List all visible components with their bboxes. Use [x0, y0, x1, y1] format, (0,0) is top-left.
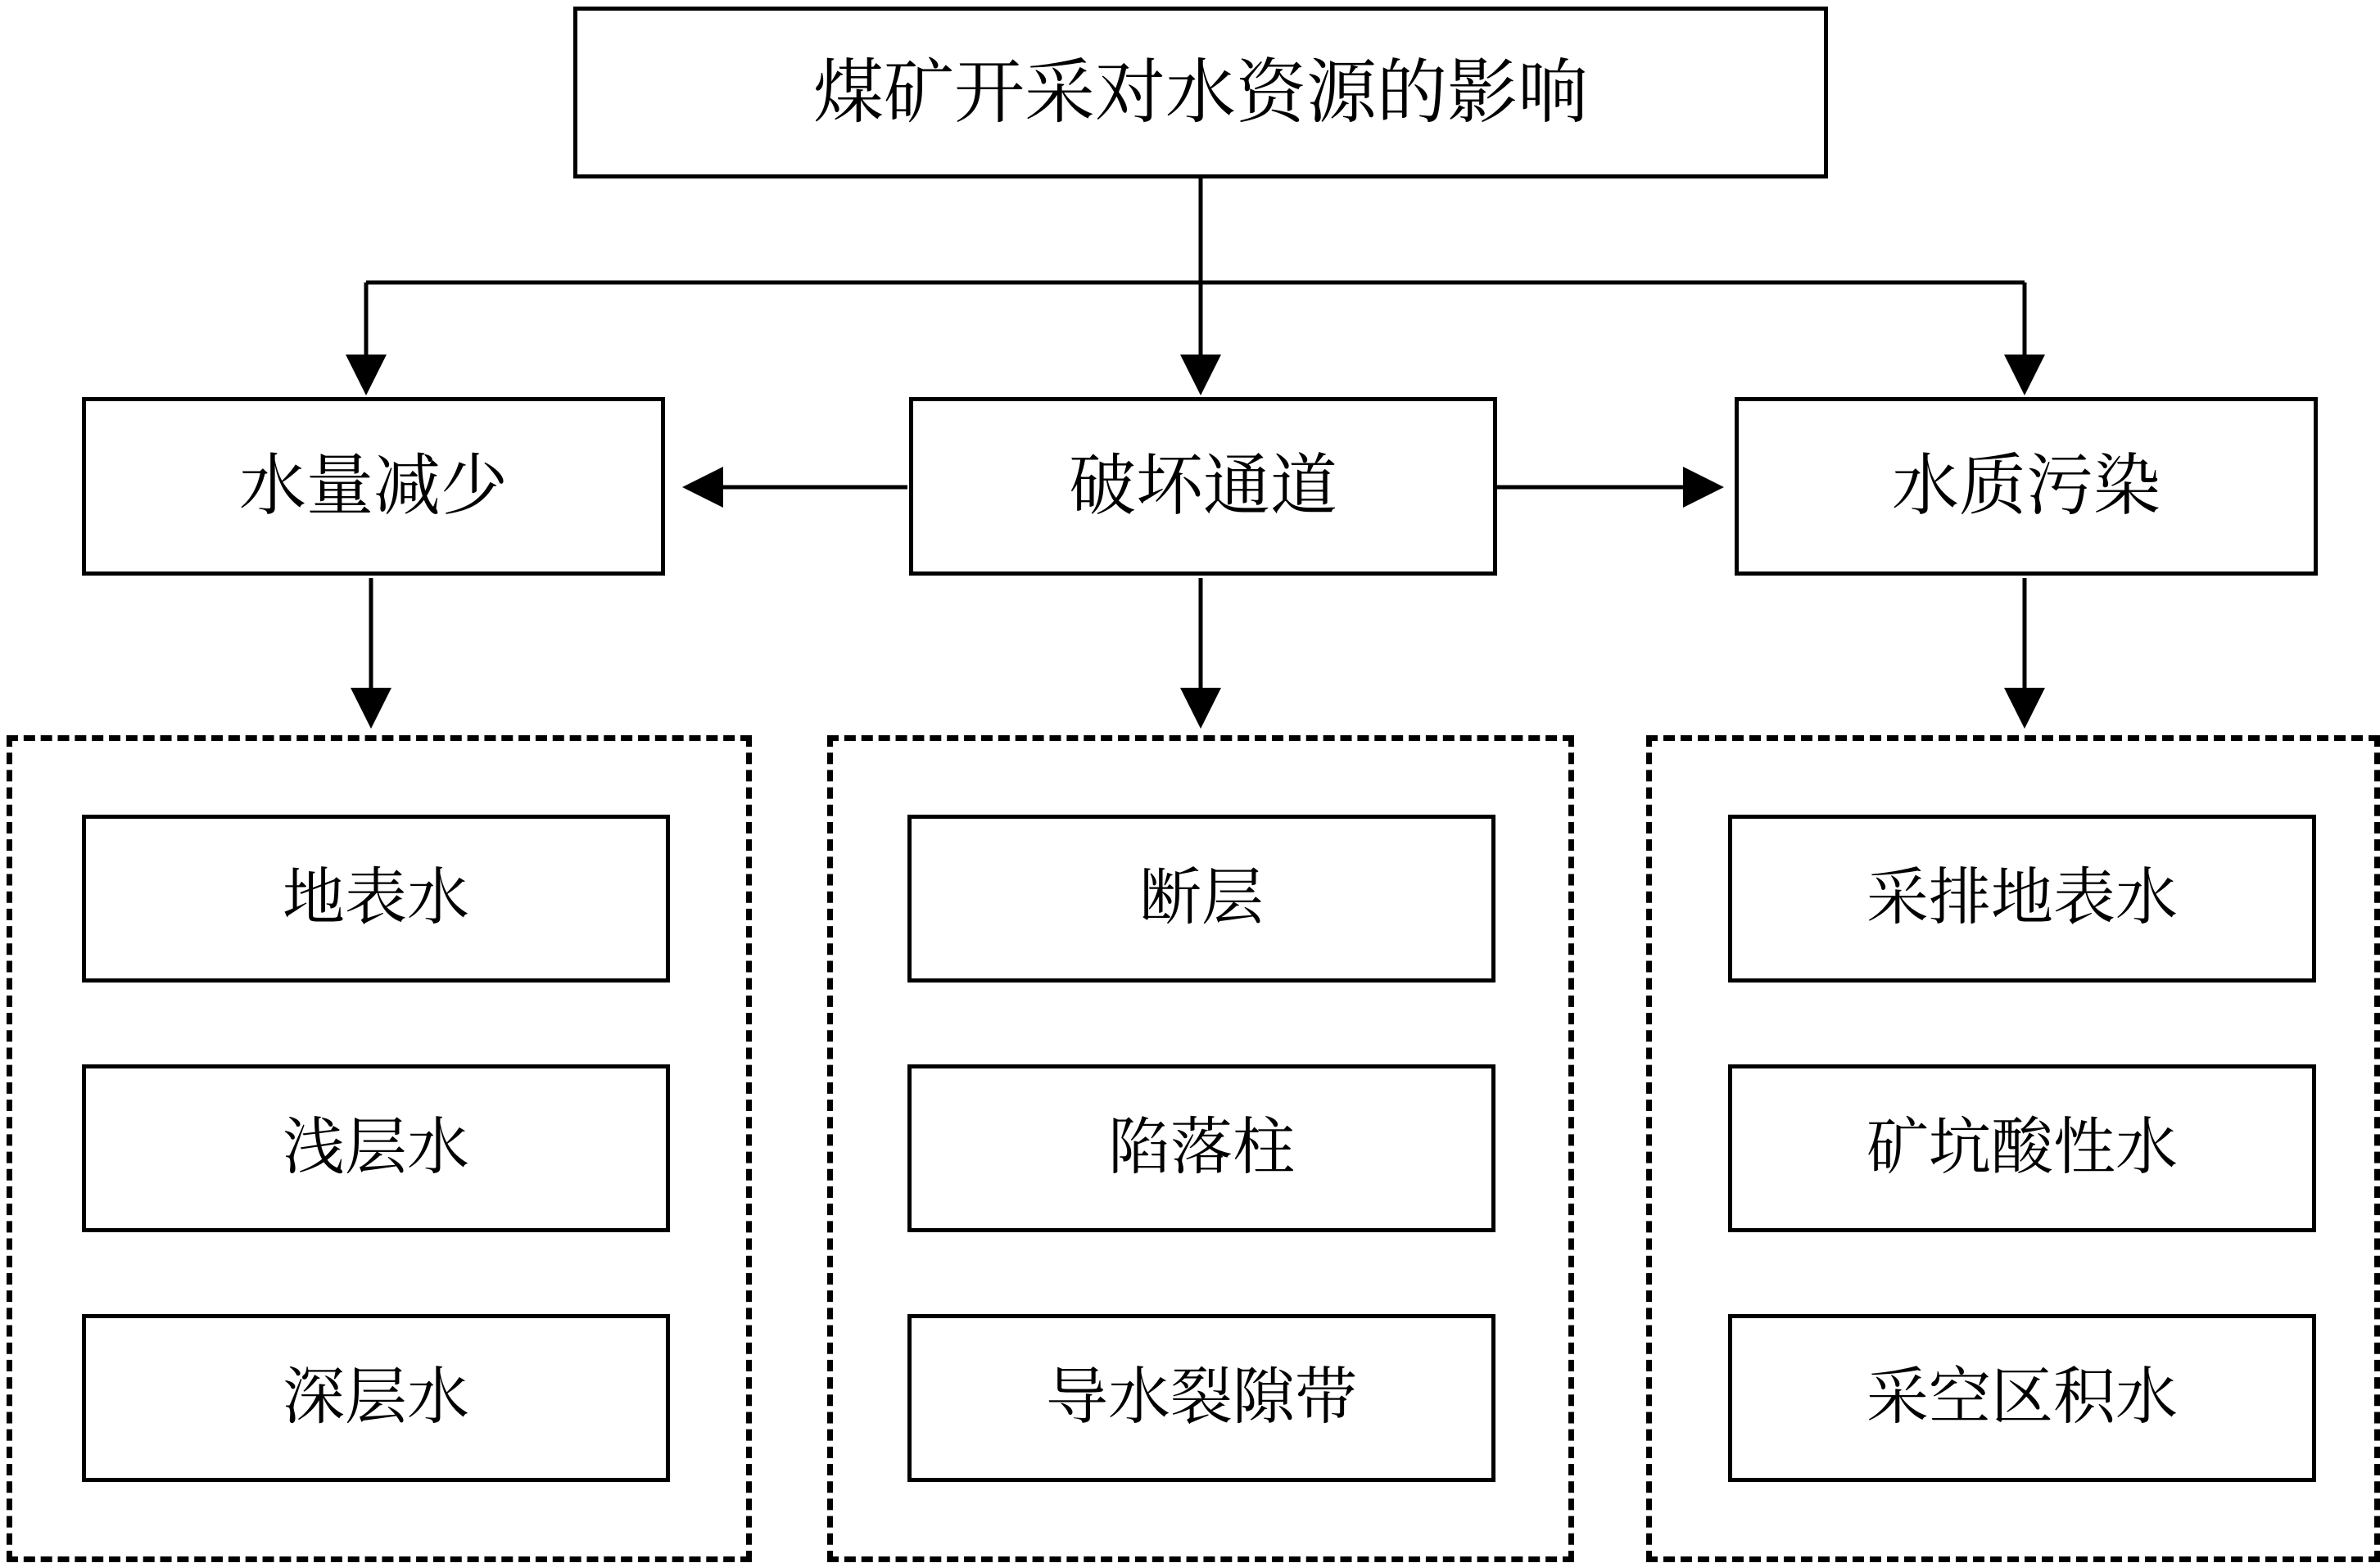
- node-branch-0-item-1[interactable]: [82, 1064, 670, 1232]
- node-branch-0-label: 水量减少: [238, 448, 508, 523]
- node-branch-1-item-1-label: 陷落柱: [1108, 1113, 1295, 1182]
- node-branch-2-item-1[interactable]: [1728, 1064, 2316, 1232]
- node-branch-2-item-2[interactable]: [1728, 1314, 2316, 1482]
- node-branch-1-item-2-label: 导水裂隙带: [1046, 1362, 1357, 1432]
- node-branch-1-item-0[interactable]: [907, 815, 1495, 983]
- node-branch-0-item-2-label: 深层水: [283, 1362, 469, 1432]
- node-branch-1-item-1[interactable]: [907, 1064, 1495, 1232]
- node-branch-0[interactable]: [82, 397, 665, 576]
- node-branch-0-item-0-label: 地表水: [283, 863, 469, 933]
- node-branch-1-label: 破坏通道: [1068, 448, 1337, 523]
- node-branch-0-item-0[interactable]: [82, 815, 670, 983]
- node-branch-0-item-2[interactable]: [82, 1314, 670, 1482]
- node-branch-1[interactable]: [909, 397, 1497, 576]
- node-branch-0-item-1-label: 浅层水: [283, 1113, 469, 1182]
- node-branch-1-item-2[interactable]: [907, 1314, 1495, 1482]
- node-root-label: 煤矿开采对水资源的影响: [813, 52, 1588, 132]
- node-branch-2-item-2-label: 采空区积水: [1866, 1362, 2178, 1432]
- node-branch-2-label: 水质污染: [1891, 448, 2161, 523]
- node-branch-2-item-0-label: 采排地表水: [1866, 863, 2178, 933]
- node-branch-2[interactable]: [1735, 397, 2318, 576]
- node-root[interactable]: [573, 7, 1828, 178]
- node-branch-2-item-0[interactable]: [1728, 815, 2316, 983]
- node-branch-2-item-1-label: 矿坑酸性水: [1866, 1113, 2178, 1182]
- node-branch-1-item-0-label: 断层: [1139, 863, 1264, 933]
